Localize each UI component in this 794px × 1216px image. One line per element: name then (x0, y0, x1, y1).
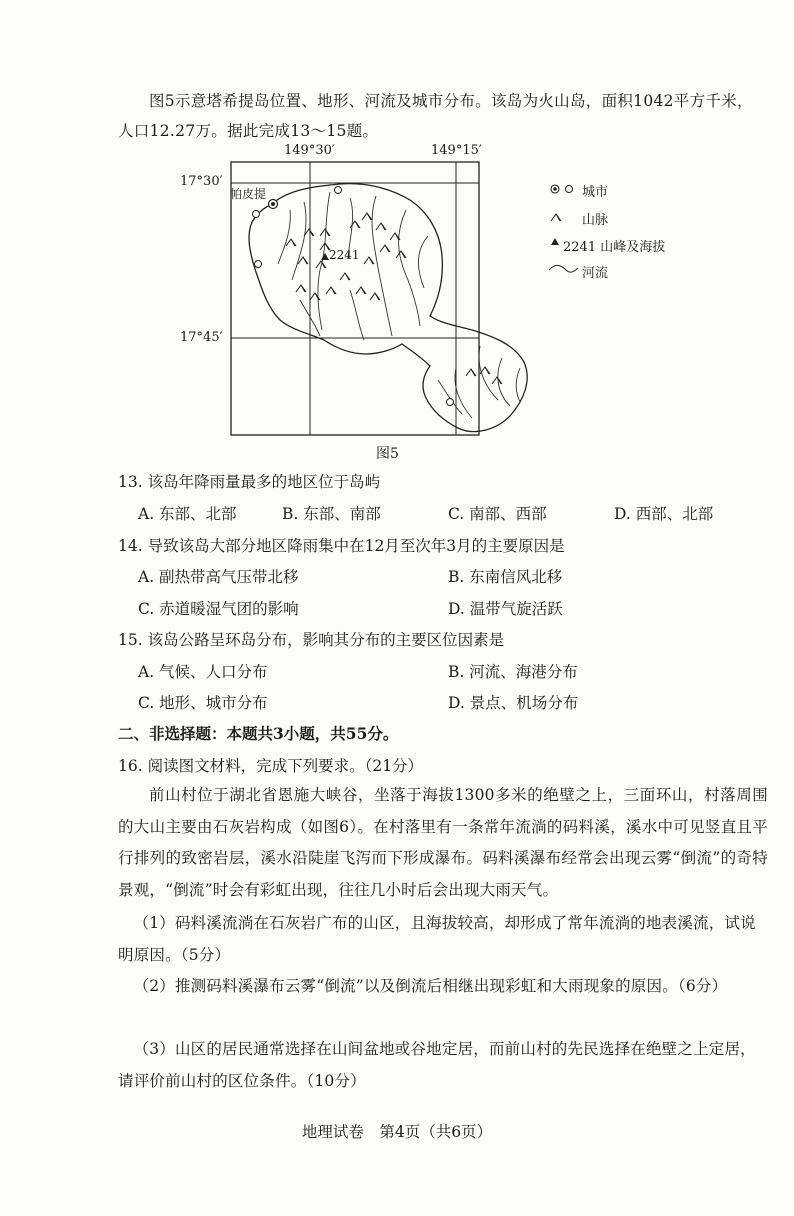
question-16-sub-1: （1）码料溪流淌在石灰岩广布的山区，且海拔较高，却形成了常年流淌的地表溪流，试说明原因。（5分） (118, 914, 756, 964)
question-16-sub-2: （2）推测码料溪瀑布云雾“倒流”以及倒流后相继出现彩虹和大雨现象的原因。（6分） (133, 977, 728, 995)
page-footer: 地理试卷 第4页（共6页） (301, 1123, 493, 1141)
q15-option-b: B. 河流、海港分布 (448, 663, 578, 681)
city-marker (335, 187, 342, 194)
legend-city: 城市 (582, 185, 609, 200)
q13-option-b: B. 东部、南部 (282, 505, 381, 523)
q13-option-c: C. 南部、西部 (448, 505, 547, 523)
legend-mountain: 山脉 (582, 213, 609, 228)
q15-option-c: C. 地形、城市分布 (138, 694, 268, 712)
question-14-stem: 14. 导致该岛大部分地区降雨集中在12月至次年3月的主要原因是 (118, 537, 565, 555)
city-papeete (269, 200, 278, 209)
question-16-material: 前山村位于湖北省恩施大峡谷，坐落于海拔1300多米的绝壁之上，三面环山，村落周围的大山主要由石灰岩构成（如图6）。在村落里有一条常年流淌的码料溪，溪水中可见竖直且平行排列的致密岩层，溪水沿陡崖飞泻而下形成瀑布。码料溪瀑布经常会出现云雾“倒流”的奇特景观，“倒流”时会有彩虹出现，往往几小时后会出现大雨天气。 (118, 786, 768, 899)
figure-caption: 图5 (376, 446, 399, 462)
city-marker (447, 399, 454, 406)
section-2-heading: 二、非选择题：本题共3小题，共55分。 (118, 724, 399, 743)
legend-city-symbols (551, 185, 573, 193)
q15-option-a: A. 气候、人口分布 (138, 663, 268, 681)
legend-mountain-symbol (551, 214, 561, 221)
figure-5-map (180, 140, 666, 470)
legend-river: 河流 (582, 266, 609, 281)
question-15-stem: 15. 该岛公路呈环岛分布，影响其分布的主要区位因素是 (118, 631, 505, 649)
question-16-stem: 16. 阅读图文材料，完成下列要求。（21分） (118, 757, 424, 775)
q14-option-a: A. 副热带高气压带北移 (138, 568, 299, 586)
q15-option-d: D. 景点、机场分布 (448, 694, 579, 712)
peak-label: 2241 (329, 248, 360, 262)
question-13-stem: 13. 该岛年降雨量最多的地区位于岛屿 (118, 473, 381, 491)
lon-label-left: 149°30′ (284, 143, 335, 158)
city-marker (253, 211, 260, 218)
lon-label-right: 149°15′ (431, 143, 482, 158)
lat-label-bottom: 17°45′ (180, 330, 223, 345)
q14-option-b: B. 东南信风北移 (448, 568, 563, 586)
rivers (278, 192, 520, 418)
city-label-papeete: 帕皮提 (230, 187, 267, 201)
intro-paragraph: 图5示意塔希提岛位置、地形、河流及城市分布。该岛为火山岛，面积1042平方千米，人口12.27万。据此完成13～15题。 (118, 92, 753, 140)
legend-peak: 2241 山峰及海拔 (563, 240, 666, 255)
city-marker (255, 261, 262, 268)
q14-option-d: D. 温带气旋活跃 (448, 600, 563, 618)
q13-option-d: D. 西部、北部 (614, 505, 714, 523)
legend-peak-symbol (551, 238, 559, 245)
peak-triangle (321, 253, 329, 260)
mountain-symbols (286, 213, 502, 384)
island-outline (249, 184, 527, 432)
q14-option-c: C. 赤道暖湿气团的影响 (138, 600, 299, 618)
q13-option-a: A. 东部、北部 (138, 505, 237, 523)
lat-label-top: 17°30′ (180, 174, 223, 189)
question-16-sub-3: （3）山区的居民通常选择在山间盆地或谷地定居，而前山村的先民选择在绝壁之上定居，请评价前山村的区位条件。（10分） (118, 1040, 756, 1090)
legend-river-symbol (549, 265, 578, 272)
